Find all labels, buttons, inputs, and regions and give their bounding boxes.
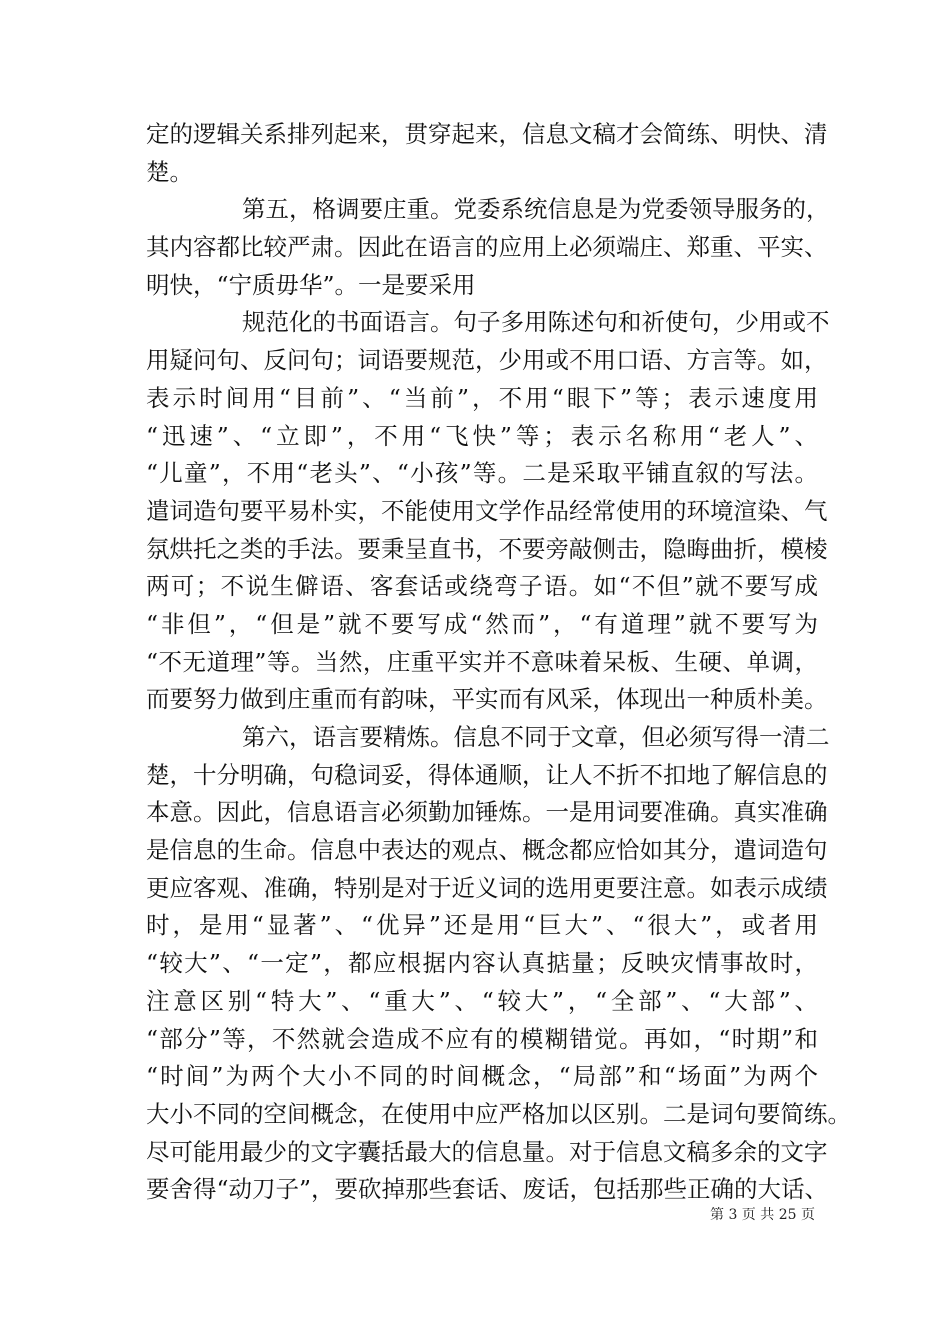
text-line: 两可；不说生僻语、客套话或绕弯子语。如“不但”就不要写成: [146, 572, 818, 601]
text-line: 要舍得“动刀子”，要砍掉那些套话、废话，包括那些正确的大话、: [146, 1175, 829, 1204]
text-line: 更应客观、准确，特别是对于近义词的选用更要注意。如表示成绩: [146, 873, 828, 902]
page-number-footer: 第 3 页 共 25 页: [710, 1207, 815, 1223]
paragraph-first-line: 第六，语言要精炼。信息不同于文章，但必须写得一清二: [242, 723, 830, 751]
text-line: 表示时间用“目前”、“当前”，不用“眼下”等；表示速度用: [146, 383, 818, 412]
text-line: 尽可能用最少的文字囊括最大的信息量。对于信息文稿多余的文字: [146, 1137, 828, 1166]
text-line: 时，是用“显著”、“优异”还是用“巨大”、“很大”，或者用: [146, 911, 818, 940]
text-line: “儿童”，不用“老头”、“小孩”等。二是采取平铺直叙的写法。: [146, 459, 818, 488]
paragraph-first-line: 第五，格调要庄重。党委系统信息是为党委领导服务的，: [242, 195, 830, 224]
text-line: 而要努力做到庄重而有韵味，平实而有风采，体现出一种质朴美。: [146, 685, 828, 714]
text-line: “时间”为两个大小不同的时间概念，“局部”和“场面”为两个: [146, 1062, 818, 1091]
text-line: 定的逻辑关系排列起来，贯穿起来，信息文稿才会简练、明快、清: [146, 120, 828, 148]
text-line: “迅速”、“立即”，不用“飞快”等；表示名称用“老人”、: [146, 421, 818, 450]
text-line: 本意。因此，信息语言必须勤加锤炼。一是用词要准确。真实准确: [146, 798, 828, 827]
text-line: “部分”等，不然就会造成不应有的模糊错觉。再如，“时期”和: [146, 1024, 818, 1053]
text-line: 氛烘托之类的手法。要秉呈直书，不要旁敲侧击，隐晦曲折，模棱: [146, 534, 828, 563]
text-line: 遣词造句要平易朴实，不能使用文学作品经常使用的环境渲染、气: [146, 496, 828, 525]
text-line: 其内容都比较严肃。因此在语言的应用上必须端庄、郑重、平实、: [146, 233, 828, 262]
paragraph-first-line: 规范化的书面语言。句子多用陈述句和祈使句，少用或不: [242, 308, 830, 337]
text-line: 楚，十分明确，句稳词妥，得体通顺，让人不折不扣地了解信息的: [146, 760, 828, 789]
text-line: 注意区别“特大”、“重大”、“较大”，“全部”、“大部”、: [146, 986, 818, 1015]
text-line: “较大”、“一定”，都应根据内容认真掂量；反映灾情事故时，: [146, 949, 818, 978]
text-line: “非但”，“但是”就不要写成“然而”，“有道理”就不要写为: [146, 609, 818, 638]
text-line: 大小不同的空间概念，在使用中应严格加以区别。二是词句要简练。: [146, 1099, 851, 1128]
text-line: 明快，“宁质毋华”。一是要采用: [146, 270, 476, 299]
text-line: 用疑问句、反问句；词语要规范，少用或不用口语、方言等。如，: [146, 346, 828, 375]
text-line: “不无道理”等。当然，庄重平实并不意味着呆板、生硬、单调，: [146, 647, 818, 676]
text-line: 楚。: [146, 157, 193, 186]
document-body: [146, 116, 851, 1209]
text-line: 是信息的生命。信息中表达的观点、概念都应恰如其分，遣词造句: [146, 836, 828, 865]
